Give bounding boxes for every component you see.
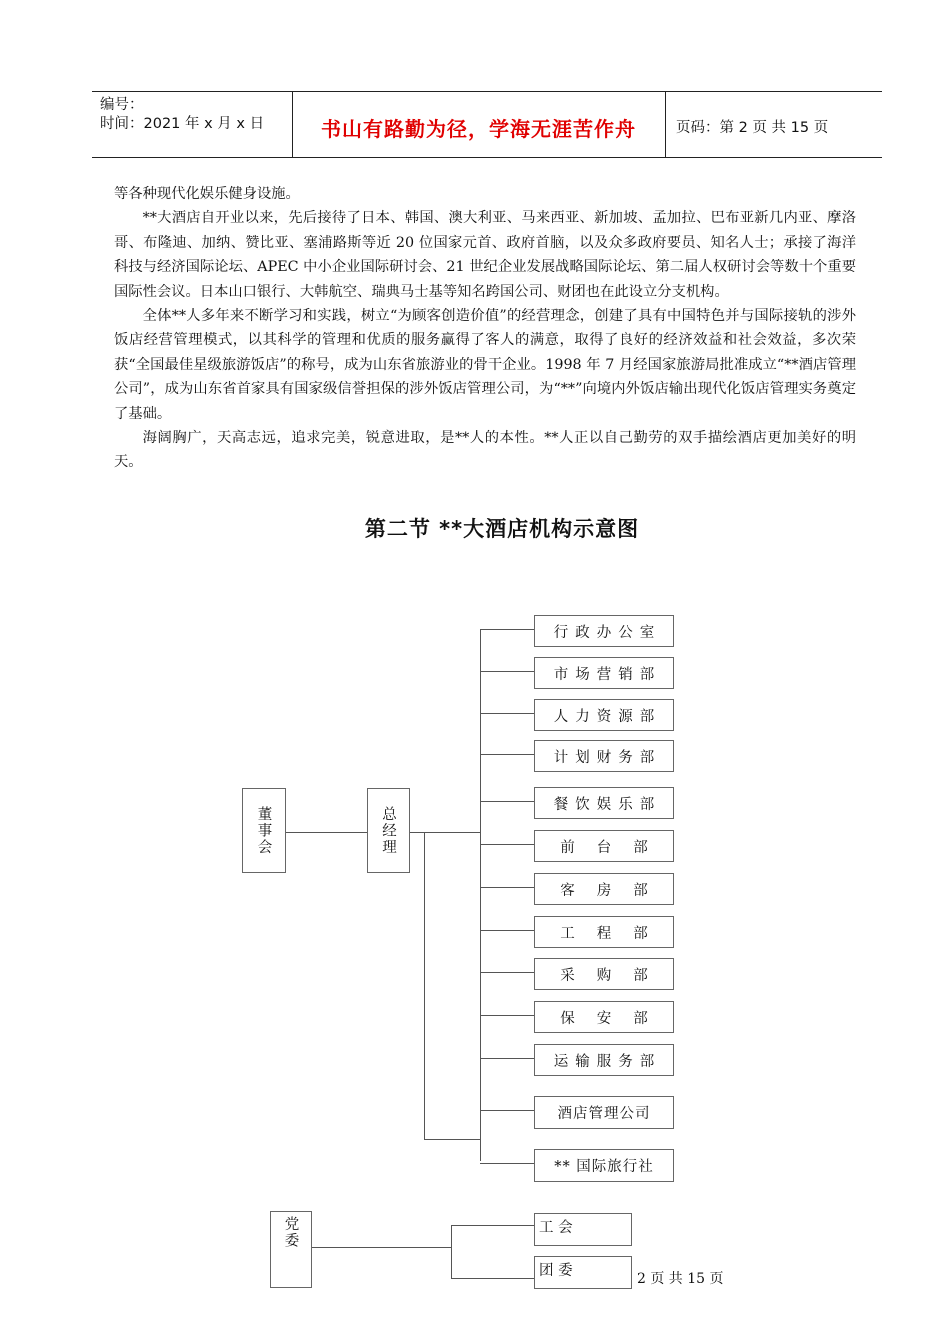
dept-box bbox=[534, 615, 674, 647]
dept-label: 客房部 bbox=[560, 882, 670, 899]
dept-box bbox=[534, 699, 674, 731]
dept-box bbox=[534, 1001, 674, 1033]
paragraph-intro-end: 等各种现代化娱乐健身设施。 bbox=[114, 186, 300, 202]
connector-sub-join bbox=[424, 1139, 481, 1140]
connector-branch bbox=[480, 801, 534, 802]
connector-branch bbox=[480, 887, 534, 888]
union-box bbox=[534, 1213, 632, 1246]
connector-branch bbox=[480, 972, 534, 973]
header-time-label: 时间：2021 年 x 月 x 日 bbox=[100, 116, 265, 132]
connector-branch bbox=[480, 1015, 534, 1016]
dept-box bbox=[534, 787, 674, 819]
section-title: 第二节 **大酒店机构示意图 bbox=[364, 517, 640, 541]
connector-gm-sub-trunk bbox=[424, 832, 425, 1139]
dept-box bbox=[534, 916, 674, 948]
connector-gm-trunk bbox=[410, 832, 481, 833]
dept-label: 前台部 bbox=[560, 839, 670, 856]
paragraph-vision: 海阔胸广，天高志远，追求完美，锐意进取，是**人的本性。**人正以自己勤劳的双手描绘酒店更加美好的明天。 bbox=[114, 430, 856, 471]
connector-branch bbox=[480, 754, 534, 755]
connector-party-vertical bbox=[451, 1225, 452, 1278]
paragraph-management: 全体**人多年来不断学习和实践，树立“为顾客创造价值”的经营理念，创建了具有中国特色并与国际接轨的涉外饭店经营管理模式，以其科学的管理和优质的服务赢得了客人的满意，取得了良好的经济效益和社会效益，多次荣获“全国最佳星级旅游饭店”的称号，成为山东省旅游业的骨干企业。1998 年 7 月经国家旅游局批准成立“**酒店管理公司”，成为山东省首家具有国家级信誉担保的涉外饭店管理公司，为“**”向境内外饭店输出现代化饭店管理实务奠定了基础。 bbox=[114, 308, 856, 422]
dept-label: 工程部 bbox=[560, 925, 670, 942]
connector-branch bbox=[480, 713, 534, 714]
gm-box bbox=[367, 788, 410, 873]
connector-dept-trunk bbox=[480, 629, 481, 1161]
dept-label: 行政办公室 bbox=[553, 624, 662, 641]
dept-box bbox=[534, 830, 674, 862]
party-label: 党委 bbox=[282, 1216, 299, 1249]
dept-label: 人力资源部 bbox=[553, 708, 662, 725]
union-label: 工 会 bbox=[539, 1220, 573, 1236]
youth-league-label: 团 委 bbox=[539, 1263, 573, 1279]
dept-label: 运输服务部 bbox=[553, 1053, 662, 1070]
subsidiary-box bbox=[534, 1096, 674, 1129]
header-bottom-rule bbox=[92, 157, 882, 158]
connector-board-gm bbox=[286, 832, 368, 833]
subsidiary-label: ** 国际旅行社 bbox=[554, 1159, 654, 1175]
gm-label: 总经理 bbox=[380, 805, 396, 856]
footer-page-number: 2 页 共 15 页 bbox=[637, 1271, 724, 1287]
subsidiary-box bbox=[534, 1149, 674, 1182]
dept-label: 计划财务部 bbox=[553, 749, 662, 766]
connector-branch bbox=[480, 1110, 534, 1111]
body-text bbox=[114, 182, 856, 475]
header-number-label: 编号： bbox=[100, 97, 144, 113]
header-motto: 书山有路勤为径，学海无涯苦作舟 bbox=[321, 117, 636, 141]
dept-box bbox=[534, 958, 674, 990]
connector-branch bbox=[480, 671, 534, 672]
connector-party-trunk bbox=[312, 1247, 451, 1248]
connector-branch bbox=[480, 930, 534, 931]
connector-branch bbox=[480, 629, 534, 630]
connector-branch bbox=[480, 1163, 534, 1164]
dept-label: 采购部 bbox=[560, 967, 670, 984]
connector-party-youth bbox=[451, 1278, 534, 1279]
connector-party-union bbox=[451, 1225, 534, 1226]
youth-league-box bbox=[534, 1256, 632, 1289]
connector-branch bbox=[480, 1058, 534, 1059]
dept-box bbox=[534, 740, 674, 772]
dept-label: 保安部 bbox=[560, 1010, 670, 1027]
dept-box bbox=[534, 873, 674, 905]
header-top-rule bbox=[92, 91, 882, 92]
subsidiary-label: 酒店管理公司 bbox=[557, 1106, 651, 1122]
board-box bbox=[242, 788, 286, 873]
dept-box bbox=[534, 657, 674, 689]
dept-label: 餐饮娱乐部 bbox=[553, 796, 662, 813]
dept-label: 市场营销部 bbox=[553, 666, 662, 683]
header-divider-right bbox=[665, 92, 666, 158]
dept-box bbox=[534, 1044, 674, 1076]
header-page-label: 页码：第 2 页 共 15 页 bbox=[676, 120, 829, 136]
board-label: 董事会 bbox=[255, 805, 272, 856]
connector-branch bbox=[480, 844, 534, 845]
party-box bbox=[270, 1211, 312, 1288]
paragraph-guests: **大酒店自开业以来，先后接待了日本、韩国、澳大利亚、马来西亚、新加坡、孟加拉、巴布亚新几内亚、摩洛哥、布隆迪、加纳、赞比亚、塞浦路斯等近 20 位国家元首、政府首脑，以及众多政府要员、知名人士；承接了海洋科技与经济国际论坛、APEC 中小企业国际研讨会、21 世纪企业发展战略国际论坛、第二届人权研讨会等数十个重要国际性会议。日本山口银行、大韩航空、瑞典马士基等知名跨国公司、财团也在此设立分支机构。 bbox=[114, 210, 856, 300]
